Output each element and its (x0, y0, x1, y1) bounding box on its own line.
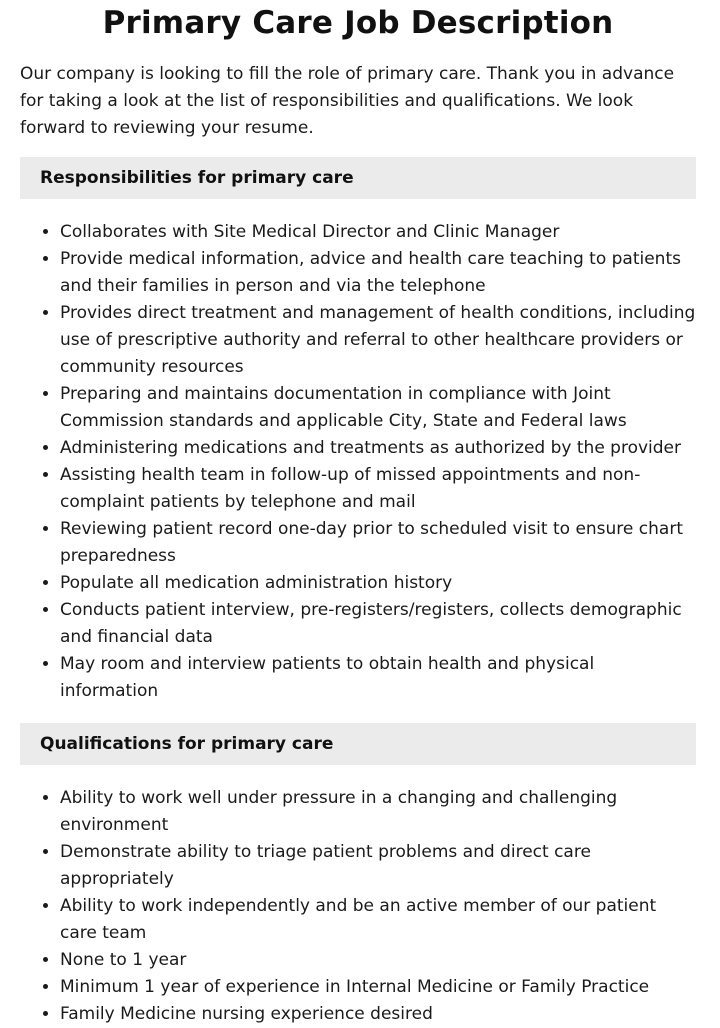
list-item: • None to 1 year (60, 947, 696, 974)
list-item: • Provide medical information, advice and health care teaching to patients and their families in person and via the telephone (60, 246, 696, 300)
list-item: • May room and interview patients to obtain health and physical information (60, 651, 696, 705)
list-item: • Preparing and maintains documentation in compliance with Joint Commission standards and applicable City, State and Federal laws (60, 381, 696, 435)
page-title: Primary Care Job Description (102, 5, 614, 41)
list-item: • Demonstrate ability to triage patient problems and direct care appropriately (60, 839, 696, 893)
list-item: • Provides direct treatment and management of health conditions, including use of prescriptive authority and referral to other healthcare providers or community resources (60, 300, 696, 381)
list-item: • Family Medicine nursing experience desired (60, 1001, 696, 1028)
list-item: • Administering medications and treatments as authorized by the provider (60, 435, 696, 462)
qualifications-list (20, 785, 696, 1028)
list-item: • Populate all medication administration history (60, 570, 696, 597)
responsibilities-list (20, 219, 696, 705)
list-item: • Ability to work independently and be an active member of our patient care team (60, 893, 696, 947)
list-item: • Assisting health team in follow-up of missed appointments and non-complaint patients by telephone and mail (60, 462, 696, 516)
list-item: • Collaborates with Site Medical Director and Clinic Manager (60, 219, 696, 246)
list-item: • Conducts patient interview, pre-registers/registers, collects demographic and financial data (60, 597, 696, 651)
intro-paragraph: Our company is looking to fill the role of primary care. Thank you in advance for taking a look at the list of responsibilities and qualifications. We look forward to reviewing your resume. (20, 64, 675, 138)
responsibilities-heading: Responsibilities for primary care (20, 157, 696, 199)
list-item: • Ability to work well under pressure in a changing and challenging environment (60, 785, 696, 839)
list-item: • Minimum 1 year of experience in Internal Medicine or Family Practice (60, 974, 696, 1001)
qualifications-heading: Qualifications for primary care (20, 723, 696, 765)
list-item: • Reviewing patient record one-day prior to scheduled visit to ensure chart preparedness (60, 516, 696, 570)
